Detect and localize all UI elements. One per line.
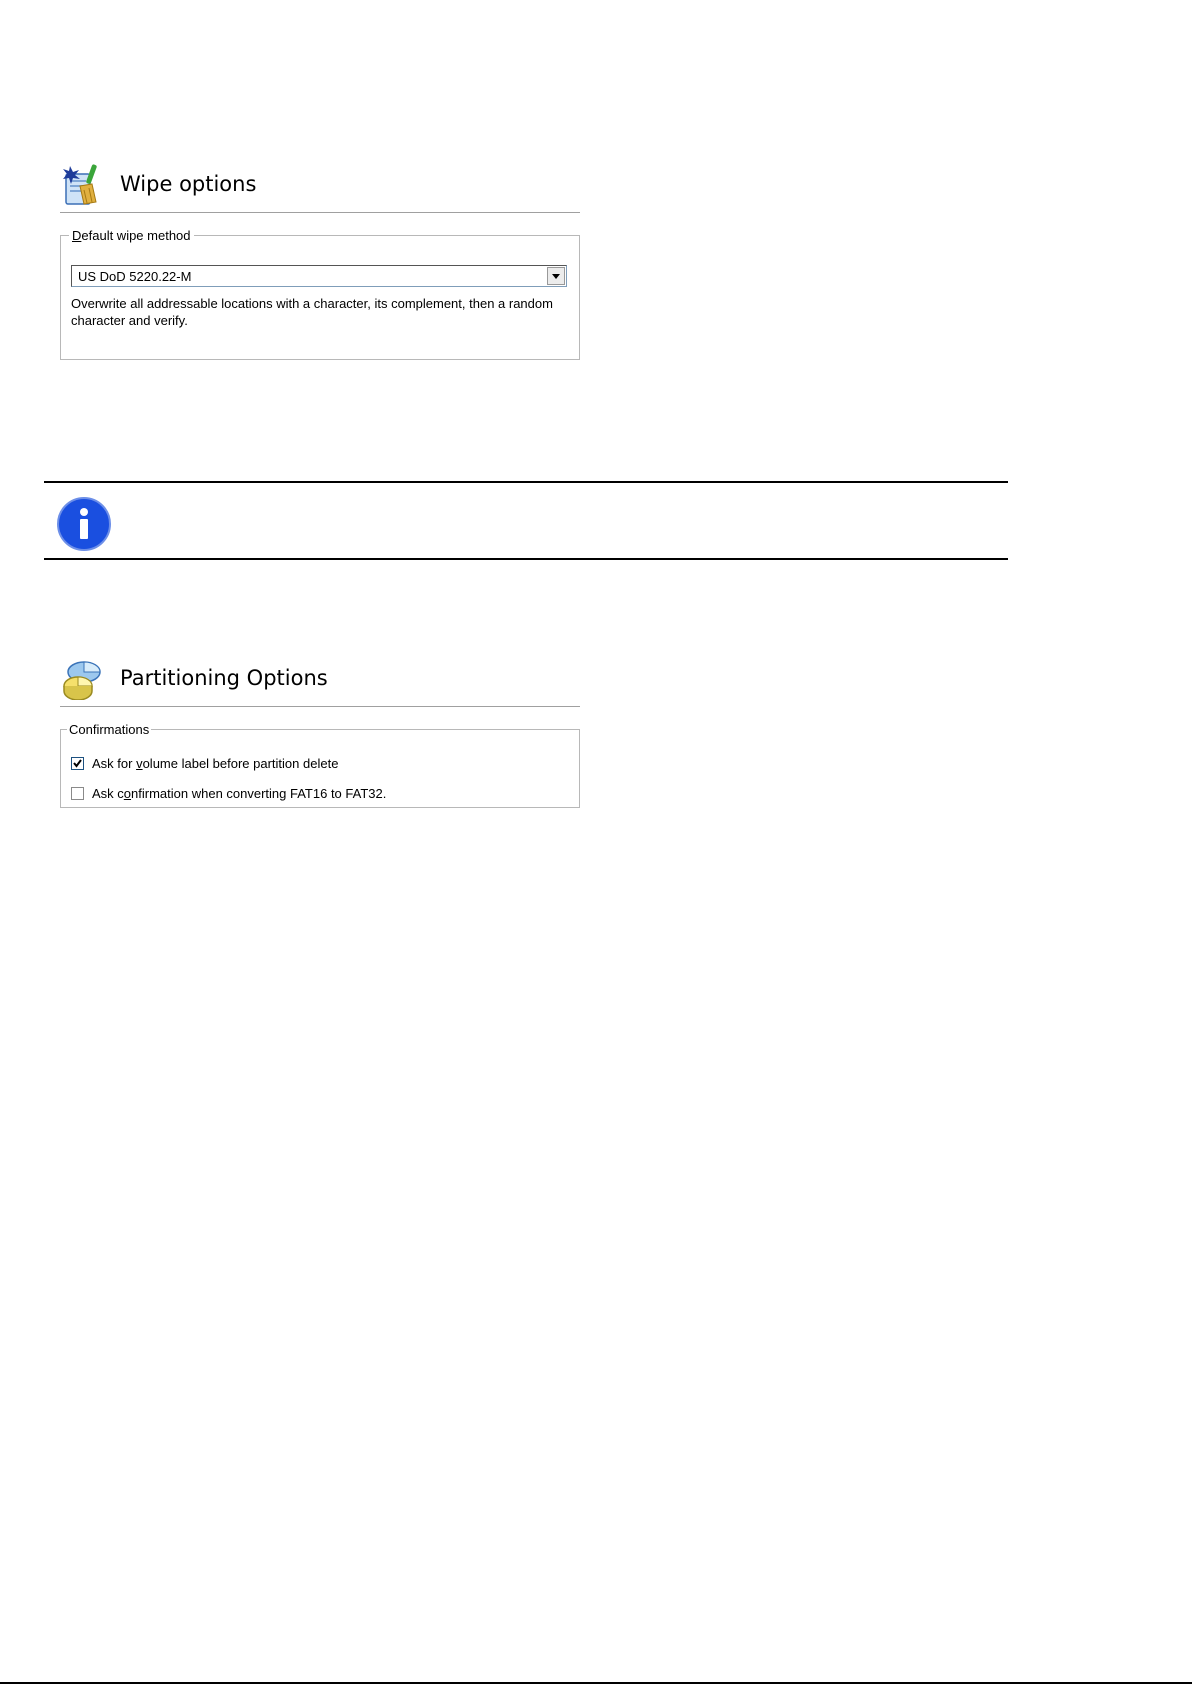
note-top-divider	[44, 481, 1008, 483]
confirmations-label: Confirmations	[69, 722, 150, 737]
page-bottom-divider	[0, 1682, 1192, 1684]
partitioning-options-title: Partitioning Options	[120, 666, 328, 690]
partitioning-options-panel	[60, 652, 580, 801]
label-accel: o	[123, 785, 132, 801]
wipe-method-dropdown-button[interactable]	[547, 267, 565, 285]
wipe-options-title: Wipe options	[120, 172, 257, 196]
wipe-options-panel	[60, 158, 580, 328]
ask-fat-conversion-checkbox-row[interactable]	[71, 785, 386, 801]
wipe-method-value: US DoD 5220.22-M	[78, 269, 192, 284]
chevron-down-icon	[552, 274, 560, 279]
default-wipe-method-accel: D	[72, 228, 82, 243]
ask-fat-conversion-checkbox[interactable]	[71, 787, 84, 800]
label-accel: v	[136, 755, 143, 771]
wipe-options-header	[60, 158, 580, 213]
default-wipe-method-group	[60, 228, 580, 360]
partitioning-options-header	[60, 652, 580, 707]
default-wipe-method-label-rest: efault wipe method	[81, 228, 191, 243]
ask-volume-label-checkbox[interactable]	[71, 757, 84, 770]
wipe-method-select[interactable]	[71, 265, 567, 287]
label-part: nfirmation when converting FAT16 to FAT32.	[131, 785, 387, 801]
label-part: Ask c	[92, 785, 124, 801]
label-part: Ask for	[92, 755, 137, 771]
ask-fat-conversion-text	[92, 786, 386, 801]
wipe-method-description: Overwrite all addressable locations with a character, its complement, then a random character and verify.	[71, 296, 553, 328]
confirmations-group	[60, 722, 580, 808]
ask-volume-label-checkbox-row[interactable]	[71, 755, 338, 771]
label-part: olume label before partition delete	[142, 755, 339, 771]
note-bottom-divider	[44, 558, 1008, 560]
wipe-brush-icon	[62, 164, 102, 206]
partition-disk-icon	[62, 658, 102, 700]
info-icon	[56, 496, 112, 552]
default-wipe-method-label	[69, 228, 194, 243]
ask-volume-label-text	[92, 756, 338, 771]
checkmark-icon	[73, 759, 82, 768]
